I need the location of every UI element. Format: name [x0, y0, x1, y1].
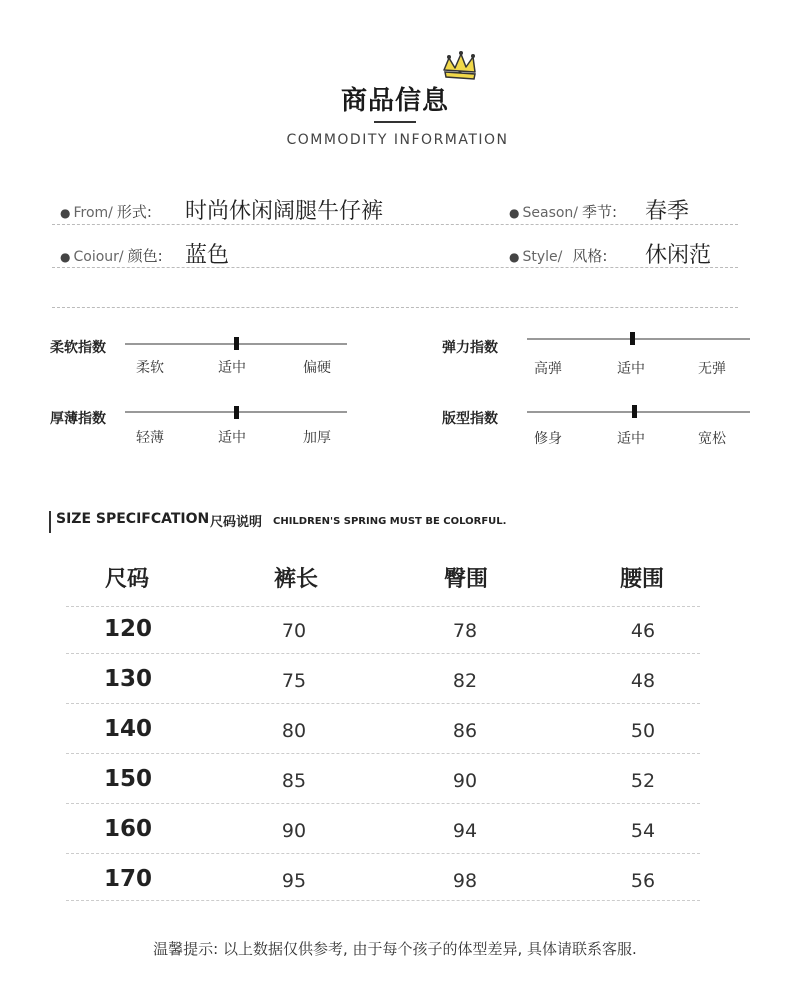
size-cell: 140 [104, 716, 153, 742]
fit-tick: 适中 [617, 431, 645, 447]
from-label: ● From/ 形式: [60, 203, 152, 221]
title-underline [374, 121, 416, 123]
thickness-tick: 适中 [218, 430, 246, 446]
softness-tick: 偏硬 [303, 360, 331, 376]
elasticity-tick: 高弹 [534, 361, 562, 377]
row-divider [66, 853, 700, 854]
thickness-marker [234, 406, 239, 419]
footnote: 温馨提示: 以上数据仅供参考, 由于每个孩子的体型差异, 具体请联系客服. [153, 940, 637, 958]
fit-track [527, 411, 750, 413]
divider [52, 307, 738, 308]
row-divider [66, 753, 700, 754]
row-divider [66, 803, 700, 804]
table-header: 裤长 [273, 567, 318, 592]
size-cell: 130 [104, 666, 153, 692]
table-cell: 54 [630, 820, 656, 842]
softness-marker [234, 337, 239, 350]
table-cell: 75 [281, 670, 307, 692]
table-cell: 78 [452, 620, 478, 642]
size-cell: 150 [104, 766, 153, 792]
size-cell: 120 [104, 616, 153, 642]
table-cell: 52 [630, 770, 656, 792]
size-cell: 160 [104, 816, 153, 842]
table-cell: 50 [630, 720, 656, 742]
table-header: 臀围 [443, 567, 488, 592]
softness-tick: 适中 [218, 360, 246, 376]
colour-label: ● Coiour/ 颜色: [60, 247, 163, 265]
season-value: 春季 [645, 199, 690, 224]
elasticity-tick: 适中 [617, 361, 645, 377]
section-marker [49, 511, 51, 533]
divider [52, 224, 738, 225]
table-cell: 90 [452, 770, 478, 792]
row-divider [66, 900, 700, 901]
row-divider [66, 653, 700, 654]
table-cell: 46 [630, 620, 656, 642]
size-section-title: SIZE SPECIFCATION [56, 511, 210, 527]
fit-tick: 修身 [534, 431, 562, 447]
size-section-tagline: CHILDREN'S SPRING MUST BE COLORFUL. [273, 516, 507, 527]
page-title: 商品信息 [340, 86, 449, 116]
table-cell: 70 [281, 620, 307, 642]
thickness-tick: 轻薄 [136, 430, 164, 446]
elasticity-marker [630, 332, 635, 345]
table-cell: 86 [452, 720, 478, 742]
table-cell: 82 [452, 670, 478, 692]
fit-index-label: 版型指数 [442, 411, 498, 427]
softness-tick: 柔软 [136, 360, 164, 376]
elasticity-track [527, 338, 750, 340]
row-divider [66, 703, 700, 704]
table-cell: 90 [281, 820, 307, 842]
fit-marker [632, 405, 637, 418]
table-cell: 80 [281, 720, 307, 742]
from-value: 时尚休闲阔腿牛仔裤 [185, 199, 384, 224]
table-header: 腰围 [619, 567, 664, 592]
softness-index-label: 柔软指数 [50, 340, 106, 356]
divider [52, 267, 738, 268]
table-cell: 48 [630, 670, 656, 692]
table-cell: 56 [630, 870, 656, 892]
thickness-index-label: 厚薄指数 [50, 411, 106, 427]
style-value: 休闲范 [645, 243, 712, 268]
elasticity-tick: 无弹 [698, 361, 726, 377]
colour-value: 蓝色 [185, 243, 230, 268]
fit-tick: 宽松 [698, 431, 726, 447]
table-cell: 98 [452, 870, 478, 892]
table-cell: 94 [452, 820, 478, 842]
size-cell: 170 [104, 866, 153, 892]
row-divider [66, 606, 700, 607]
table-header: 尺码 [104, 567, 149, 592]
table-cell: 85 [281, 770, 307, 792]
elasticity-index-label: 弹力指数 [442, 340, 498, 356]
table-cell: 95 [281, 870, 307, 892]
page-subtitle: COMMODITY INFORMATION [286, 132, 509, 148]
season-label: ● Season/ 季节: [509, 203, 618, 221]
thickness-tick: 加厚 [303, 430, 331, 446]
size-section-title-cn: 尺码说明 [210, 515, 263, 530]
style-label: ● Style/ 风格: [509, 247, 608, 265]
